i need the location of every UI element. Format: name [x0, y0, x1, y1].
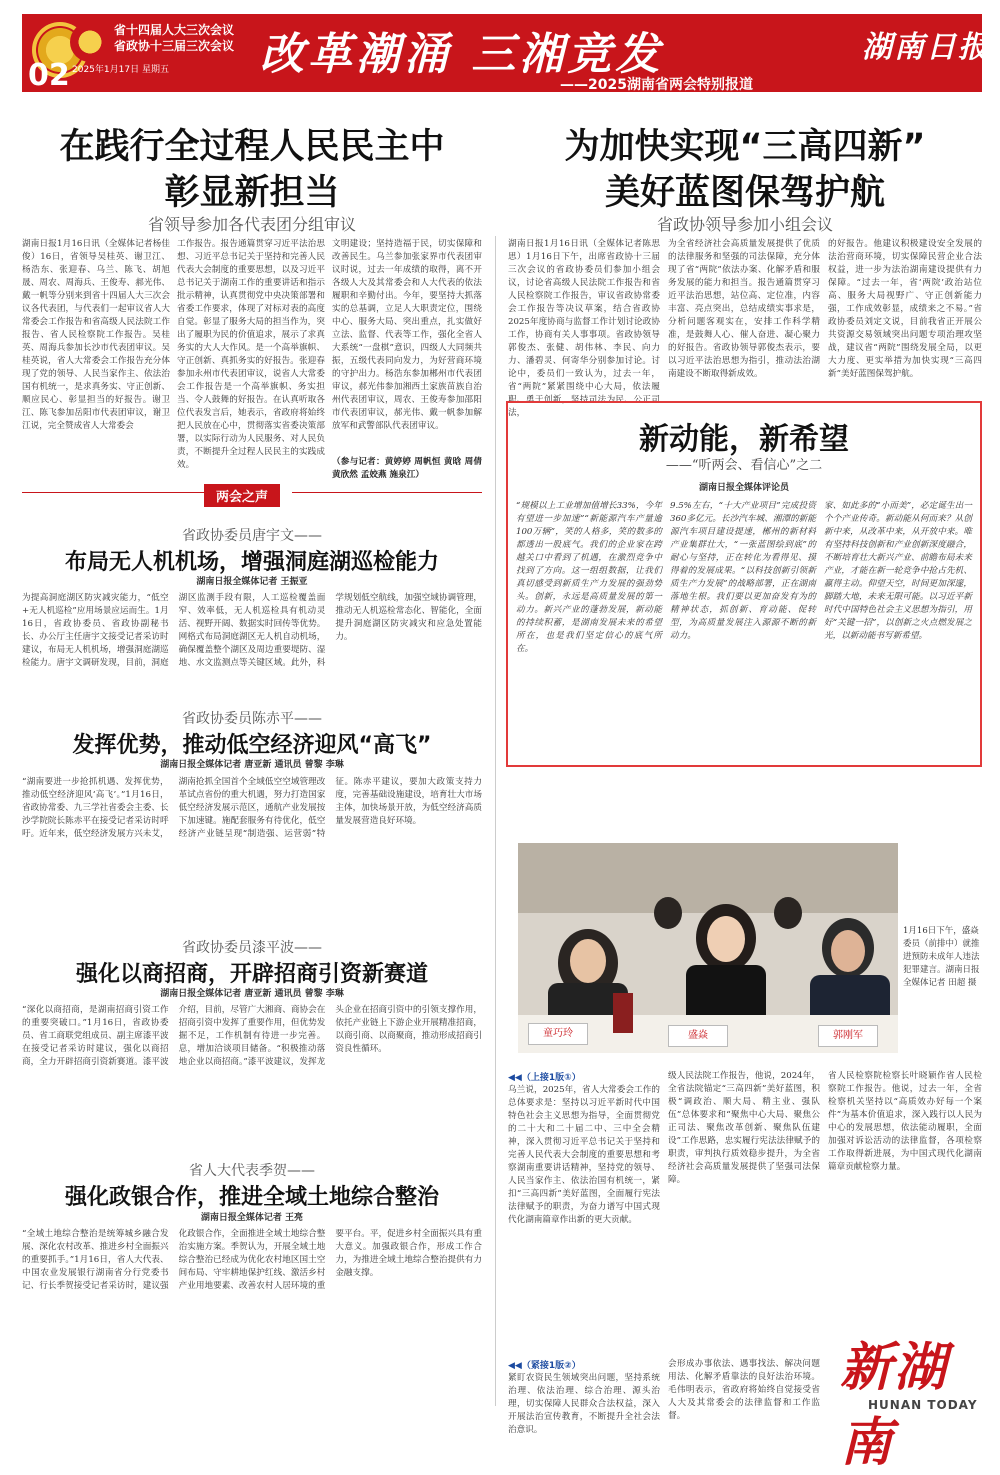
- right-title-line-2: 美好蓝图保驾护航: [604, 173, 885, 213]
- page-number: 02: [28, 58, 70, 93]
- voice3-body: “深化以商招商，是湖南招商引资工作的重要突破口。”1月16日，省政协委员、省工商联党组成员、副主席漆平波在接受记者采访时建议，强化以商招商，全力开辟招商引资新赛道。漆平波介绍，目前，尽管广大湘商、商协会在招商引资中发挥了重要作用，但优势发掘不足，工作机制有待进一步完善。息，增加洽谈项目储备。“积极推动落地企业以商招商。”漆平波建议，发挥龙头企业在招商引资中的引领支撑作用，依托产业链上下游企业开展精准招商，以商引商、以商聚商，推动形成招商引资良性循环。: [22, 1005, 482, 1067]
- banner-title: 改革潮涌 三湘竞发: [260, 29, 664, 80]
- continued-col-5: 会形成办事依法、遇事找法、解决问题用法、化解矛盾靠法的良好法治环境。毛伟明表示，省政府将始终自觉接受省人大及其常委会的法律监督和工作监督。: [668, 1359, 820, 1421]
- session-line-2: 省政协十三届三次会议: [114, 39, 235, 53]
- left-title-line-1: 在践行全过程人民民主中: [59, 127, 445, 167]
- voice4-kicker: 省人大代表季贺——: [189, 1163, 315, 1179]
- feature-title: 新动能，新希望: [639, 422, 849, 457]
- photo-caption: 1月16日下午，盛焱委员（前排中）就推进预防未成年人违法犯罪建言。湖南日报全媒体记者 田超 摄: [903, 926, 980, 988]
- voice4-byline: 湖南日报全媒体记者 王亮: [200, 1213, 304, 1223]
- right-title-line-1: 为加快实现“三高四新”: [564, 127, 926, 167]
- right-story-col-2: 为全省经济社会高质量发展提供了优质的法律服务和坚强的司法保障，充分体现了省“两院”依法办案、化解矛盾和服务发展的能力和担当。报告通篇贯穿习近平法治思想，站位高、定位准，内容丰富、亮点突出，总结成绩实事求是，分析问题客观实在，安排工作科学精准，是鼓舞人心、催人奋进、凝心聚力的好报告。省政协领导郭俊杰表示，要以习近平法治思想为指引，推动法治湖南建设不断取得新成效。: [668, 239, 820, 379]
- left-title-line-2: 彰显新担当: [164, 173, 340, 213]
- tag-rule-right: [292, 492, 482, 493]
- voice3-title: 强化以商招商，开辟招商引资新赛道: [75, 962, 428, 987]
- name-card-2: 盛焱: [668, 1025, 728, 1047]
- voice1-byline: 湖南日报全媒体记者 王振亚: [196, 577, 308, 587]
- voice4-body: “全域土地综合整治是统筹城乡融合发展、深化农村改革、推进乡村全面振兴的重要抓手。”1月16日，省人大代表、中国农业发展银行湖南省分行党委书记、行长季贺接受记者采访时，建议强化政银合作，全面推进全域土地综合整治实施方案。季贺认为，开展全域土地综合整治已经成为优化农村地区国土空间布局、守牢耕地保护红线、激活乡村产业用地要素、改善农村人居环境的重要平台。平，促进乡村全面振兴具有重大意义。加强政银合作，形成工作合力，为推进全域土地综合整治提供有力金融支撑。: [22, 1229, 482, 1291]
- left-story-subtitle: 省领导参加各代表团分组审议: [147, 215, 356, 234]
- photo-illustration: [518, 843, 898, 1053]
- banner-subtitle: ——2025湖南省两会特别报道: [560, 77, 753, 93]
- voice2-kicker: 省政协委员陈赤平——: [182, 711, 322, 727]
- left-story-reporters: （参与记者：黄婷婷 周帆恒 黄晗 周倩 黄欣然 孟姣燕 施泉江）: [332, 457, 482, 480]
- voice3-byline: 湖南日报全媒体记者 唐亚新 通讯员 曾黎 李琳: [160, 989, 344, 999]
- left-story-col-2: 工作报告。报告通篇贯穿习近平法治思想、习近平总书记关于坚持和完善人民代表大会制度的重要思想，以及习近平总书记关于湖南工作的重要讲话和指示批示精神，认真贯彻党中央决策部署和省委工作要求，体现了对标对表的高度自觉。彰显了服务大局的担当作为，突出了履职为民的价值追求，展示了求真务实的大人大作风。是一个高举旗帜、守正创新、真抓务实的好报告。张迎春参加永州市代表团审议，说省人大常委会工作报告是一个高举旗帜、务实担当、令人鼓舞的好报告。在认真听取各位代表发言后，她表示，省政府将始终把人民放在心中，贯彻落实省委决策部署，以实际行动为人民服务、对人民负责，不断提升全过程人民民主的实践成效。: [177, 239, 325, 470]
- voice1-title: 布局无人机机场，增强洞庭湖巡检能力: [64, 550, 439, 575]
- continued-col-1: 乌兰说，2025年，省人大常委会工作的总体要求是：坚持以习近平新时代中国特色社会主义思想为指导，全面贯彻党的二十大和二十届二中、三中全会精神，深入贯彻习近平总书记关于坚持和完善人民代表大会制度的重要思想和考察湖南重要讲话精神，坚持党的领导、人民当家作主、依法治国有机统一，紧扣“三高四新”美好蓝图，全面履行宪法法律赋予的职责，为奋力谱写中国式现代化湖南篇章作出新的更大贡献。: [508, 1085, 660, 1225]
- cppcc-emblem-icon: [70, 22, 110, 62]
- continued-col-4: 紧盯农资民生领域突出问题，坚持系统治理、依法治理、综合治理、源头治理，切实保障人民群众合法权益，深入开展法治宣传教育，不断提升全社会法治意识。: [508, 1373, 660, 1435]
- new-hunan-logo: 新湖南: [840, 1337, 949, 1473]
- continued-col-2: 级人民法院工作报告，他说，2024年，全省法院锚定“三高四新”美好蓝图，积极“调政治、顺大局、精主业、强队伍”总体要求和“聚焦中心大局、聚焦公正司法、聚焦改革创新、聚焦队伍建设”工作思路，忠实履行宪法法律赋予的职责，审判执行质效稳步提升，为全省经济社会高质量发展提供了坚强司法保障。: [668, 1071, 820, 1185]
- left-story-title: [22, 124, 482, 216]
- section-tag: 两会之声: [204, 484, 280, 507]
- continued-col-3: 省人民检察院检察长叶晓颖作省人民检察院工作报告。他说，过去一年，全省检察机关坚持以“高质效办好每一个案件”为基本价值追求，深入践行以人民为中心的发展思想，依法能动履职，全面加强对诉讼活动的法律监督，各项检察工作取得新进展，为中国式现代化湖南篇章贡献检察力量。: [828, 1071, 982, 1172]
- feature-col-2: 9.5%左右，“十大产业项目”完成投资360多亿元。长沙汽车城、湘潭的新能源汽车项目建设提速，郴州的新材料产业集群壮大，“一张蓝图绘到底”的耐心与坚持，正在转化为看得见、摸得着的发展成果。“以科技创新引领新质生产力发展”的战略部署，正在湖南落地生根。我们要以更加奋发有为的精神状态，抓创新、育动能、促转型，为高质量发展注入源源不断的新动力。: [670, 501, 816, 641]
- feature-col-1: “规模以上工业增加值增长33%，今年有望进一步加速”“新能源汽车产量逾100万辆”，笑的人格多，笑的数多的都透出一股底气。我们的企业家在跨越关口中看到了机遇，在激烈竞争中找到了方向。这一组组数据，让我们真切感受到新质生产力发展的强劲势头。创新，永远是高质量发展的第一动力。新兴产业的蓬勃发展，新动能的持续积蓄，是湖南发展未来的希望所在，也是我们坚定信心的底气所在。: [516, 501, 662, 654]
- voice1-body: 为提高洞庭湖区防灾减灾能力，“低空+无人机巡检”应用场景应运而生。1月16日，省政协委员、省政协副秘书长、办公厅主任唐宇文接受记者采访时建议，布局无人机机场，增强洞庭湖巡检能力。唐宇文调研发现，目前，洞庭湖区监测手段有限，人工巡检覆盖面窄、效率低，无人机巡检具有机动灵活、视野开阔、数据实时回传等优势。网格式布局洞庭湖区无人机自动机场，确保覆盖整个湖区及周边重要堤防、湿地、水文监测点等关键区域。此外，科学规划低空航线，加强空域协调管理，推动无人机巡检常态化、智能化，全面提升洞庭湖区防灾减灾和应急处置能力。: [22, 593, 482, 668]
- session-label: [114, 22, 234, 54]
- voice3-kicker: 省政协委员漆平波——: [182, 940, 322, 956]
- column-divider: [495, 236, 496, 1406]
- feature-series: ——“听两会、看信心”之二: [665, 458, 823, 473]
- voice4-title: 强化政银合作，推进全域土地综合整治: [64, 1185, 439, 1210]
- session-line-1: 省十四届人大三次会议: [114, 23, 235, 37]
- continued-marker-1: ◀◀（上接1版①）: [508, 1073, 581, 1083]
- issue-date: 2025年1月17日 星期五: [72, 65, 169, 75]
- paper-name-logo: 湖南日报: [862, 30, 990, 65]
- voice1-kicker: 省政协委员唐宇文——: [182, 528, 322, 544]
- right-story-col-1: 湖南日报1月16日讯（全媒体记者陈思思）1月16日下午，出席省政协十三届三次会议的省政协委员们参加小组会议，讨论省高级人民法院工作报告和省人民检察院工作报告，审议省政协常委会工作报告等决议草案，结合省政协2025年度协商与监督工作计划讨论政协工作，协商有关人事事项。省政协领导郭俊杰、张健、胡伟林、李民、向力力、潘碧灵、何寄华分别参加讨论。讨论中，委员们一致认为，过去一年，省“两院”紧紧围绕中心大局，依法履职、勇于创新，坚持司法为民、公正司法，: [508, 239, 660, 418]
- voice2-byline: 湖南日报全媒体记者 唐亚新 通讯员 曾黎 李琳: [160, 760, 344, 770]
- name-card-3: 郭刚军: [818, 1025, 878, 1047]
- right-story-title: [508, 124, 982, 216]
- hunan-today-logo: HUNAN TODAY: [868, 1398, 978, 1412]
- voice2-body: “湖南要进一步抢抓机遇、发挥优势，推动低空经济迎风‘高飞’。”1月16日，省政协常委、九三学社省委会主委、长沙学院院长陈赤平在接受记者采访时呼吁。近年来，低空经济发展方兴未艾，湖南抢抓全国首个全域低空空域管理改革试点省份的重大机遇，努力打造国家低空经济发展示范区，通航产业发展按下加速键。施配套服务有待优化，低空经济产业链呈现“制造强、运营弱”特征。陈赤平建议，要加大政策支持力度，完善基础设施建设，培育壮大市场主体，加快场景开放，为低空经济高质量发展营造良好环境。: [22, 777, 482, 839]
- continued-marker-2: ◀◀（紧接1版②）: [508, 1361, 581, 1371]
- right-story-subtitle: 省政协领导参加小组会议: [656, 215, 833, 234]
- name-card-1: 童巧玲: [528, 1023, 588, 1045]
- feature-byline: 湖南日报全媒体评论员: [698, 483, 789, 493]
- left-story-col-1: 湖南日报1月16日讯（全媒体记者杨佳俊）16日，省领导吴桂英、谢卫江、杨浩东、张迎春、乌兰、陈飞、胡旭晟、周农、周海兵、王俊寿、郝光伟、戴一帆等分别来到省十四届人大三次会议各代表团，与代表们一起审议省人大常委会工作报告和省高级人民法院工作报告、省人民检察院工作报告。吴桂英、周海兵参加长沙市代表团审议。吴桂英说，省人大常委会工作报告充分体现了党的领导、人民当家作主、依法治国有机统一，是求真务实、守正创新、顺应民心、彰显担当的好报告。谢卫江、陈飞参加岳阳市代表团审议，谢卫江说，完全赞成省人大常委会: [22, 239, 170, 431]
- left-story-col-3: 文明建设；坚持造福于民，切实保障和改善民生。乌兰参加张家界市代表团审议时说，过去一年成绩的取得，离不开各级人大及其常委会和人大代表的依法履职和辛勤付出。今年，要坚持大抓落实的总基调，立足人大职责定位，围绕中心、服务大局、突出重点，扎实做好立法、监督、代表等工作，强化全省人大系统“一盘棋”意识，四级人大同频共振，五级代表同向发力，为好营商环境的守护出力。杨浩东参加郴州市代表团审议，郝光伟参加湘西土家族苗族自治州代表团审议，周农、王俊寿参加邵阳市代表团审议，郝光伟、戴一帆参加解放军和武警部队代表团审议。: [332, 239, 482, 431]
- voice2-title: 发挥优势，推动低空经济迎风“高飞”: [72, 733, 432, 758]
- masthead: [0, 0, 1000, 108]
- session-photo: [518, 843, 898, 1053]
- right-story-col-3: 的好报告。他建议积极建设安全发展的法治营商环境，切实保障民营企业合法权益，进一步为法治湖南建设提供有力保障。“过去一年，省‘两院’政治站位高、服务大局视野广、守正创新能力强，工作成效彰显，成绩来之不易。”省政协委员刘定文说，目前我省正开展公共资源交易领域突出问题专项治理攻坚战，建议省“两院”围绕发展全局，以更大力度、更实举措为加快实现“三高四新”美好蓝图保驾护航。: [828, 239, 982, 379]
- feature-col-3: 家、如此多的“小而美”，必定诞生出一个个产业传奇。新动能从何而来？从创新中来，从改革中来，从开放中来。唯有坚持科技创新和产业创新深度融合，不断培育壮大新兴产业、前瞻布局未来产业，才能在新一轮竞争中抢占先机、赢得主动。仰望天空，时间更加深邃，脚踏大地，未来无限可能。以习近平新时代中国特色社会主义思想为指引，用好“关键一招”，以创新之火点燃发展之光，以新动能书写新希望。: [824, 501, 972, 641]
